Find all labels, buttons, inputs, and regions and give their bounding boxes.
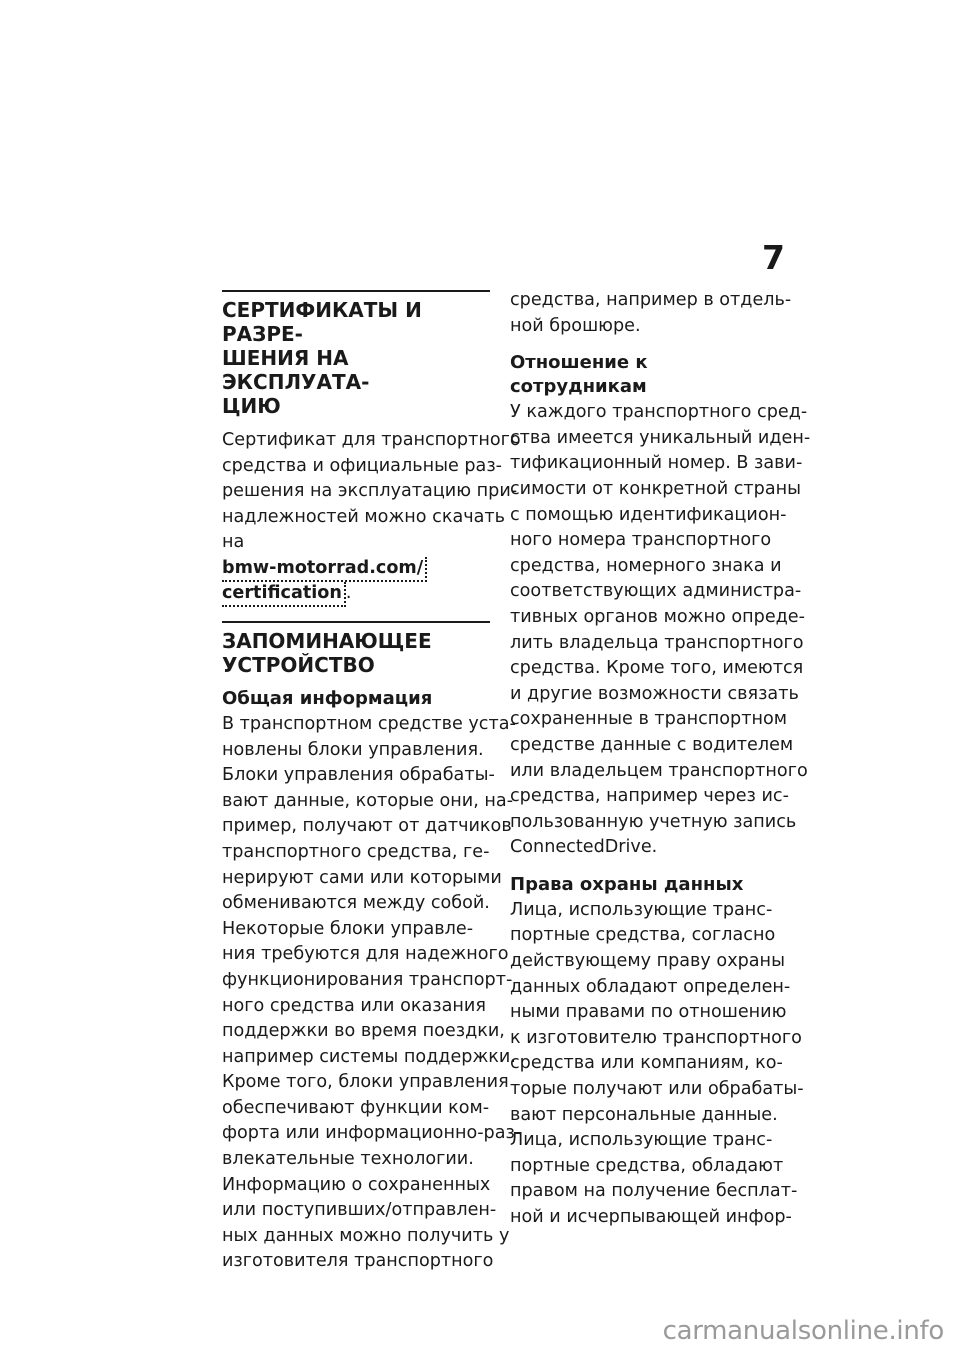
general-info-paragraph: В транспортном средстве уста- новлены блоки управления. Блоки управления обрабаты- вают данные, которые они, на- пример, получают от датчиков транспортного средства, ге- нерируют сами или которыми обмениваются между собой. Некоторые блоки управле- ния требуются для надежного функционирования транспорт- ного средства или оказания поддержки во время поездки, например системы поддержки. Кроме того, блоки управления обеспечивают функции ком- форта или информационно-раз- влекательные технологии. Информацию о сохраненных или поступивших/отправлен- ных данных можно получить у изготовителя транспортного (222, 713, 522, 1272)
certificates-paragraph: Сертификат для транспортного средства и официальные раз- решения на эксплуатацию при- надлежностей можно скачать на bmw-motorrad.com/ certification . (222, 428, 490, 607)
link-line[interactable]: bmw-motorrad.com/ (222, 557, 427, 582)
subsection-title-employees: Отношение к сотрудникам (510, 352, 648, 398)
section-divider (222, 290, 490, 292)
subsection-title-data-rights: Права охраны данных (510, 873, 744, 895)
right-column (510, 288, 811, 1231)
section-divider (222, 621, 490, 623)
certification-link[interactable]: bmw-motorrad.com/ certification . (222, 557, 490, 607)
employees-paragraph: У каждого транспортного сред- ства имеется уникальный иден- тификационный номер. В зави- симости от конкретной страны с помощью идентификацион- ного номера транспортного средства, номерного знака и соответствующих администра- тивных органов можно опреде- лить владельца транспортного средства. Кроме того, имеются и другие возможности связать сохраненные в транспортном средстве данные с водителем или владельцем транспортного средства, например через ис- пользованную учетную запись ConnectedDrive. (510, 402, 811, 858)
watermark: carmanualsonline.info (662, 1316, 944, 1346)
data-rights-paragraph: Лица, использующие транс- портные средства, согласно действующему праву охраны данных обладают определен- ными правами по отношению к изготовителю транспортного средства или компаниям, ко- торые получают или обрабаты- вают персональные данные. Лица, использующие транс- портные средства, обладают правом на получение бесплат- ной и исчерпывающей инфор- (510, 899, 804, 1227)
page-number: 7 (762, 238, 785, 277)
section-title-certificates: СЕРТИФИКАТЫ И РАЗРЕ- ШЕНИЯ НА ЭКСПЛУАТА- ЦИЮ (222, 298, 422, 418)
left-column (222, 290, 522, 1275)
link-line[interactable]: certification (222, 582, 346, 607)
subsection-title-general: Общая информация (222, 687, 433, 709)
section-title-memory: ЗАПОМИНАЮЩЕЕ УСТРОЙСТВО (222, 628, 432, 677)
continuation-paragraph: средства, например в отдель- ной брошюре. (510, 290, 792, 336)
